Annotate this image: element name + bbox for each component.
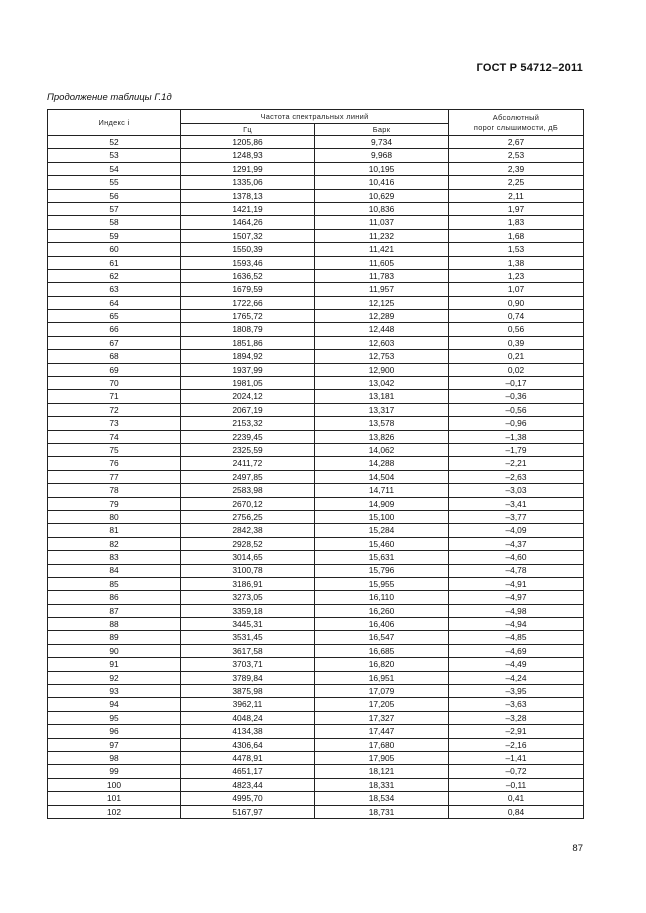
cell-index: 53 <box>48 149 181 162</box>
table-row <box>48 738 584 751</box>
table-row <box>48 631 584 644</box>
cell-index: 58 <box>48 216 181 229</box>
cell-threshold-db: –2,91 <box>449 725 584 738</box>
cell-threshold-db: –4,24 <box>449 671 584 684</box>
cell-frequency-hz: 2842,38 <box>181 524 315 537</box>
cell-threshold-db: –0,96 <box>449 417 584 430</box>
cell-frequency-hz: 4823,44 <box>181 778 315 791</box>
cell-frequency-bark: 15,460 <box>315 537 449 550</box>
cell-index: 67 <box>48 336 181 349</box>
table-row <box>48 189 584 202</box>
cell-index: 56 <box>48 189 181 202</box>
cell-threshold-db: –1,79 <box>449 443 584 456</box>
cell-frequency-bark: 11,783 <box>315 269 449 282</box>
table-row <box>48 510 584 523</box>
cell-frequency-hz: 3962,11 <box>181 698 315 711</box>
cell-frequency-bark: 11,421 <box>315 243 449 256</box>
table-row <box>48 671 584 684</box>
cell-index: 66 <box>48 323 181 336</box>
cell-index: 84 <box>48 564 181 577</box>
cell-threshold-db: –2,63 <box>449 470 584 483</box>
cell-frequency-bark: 12,603 <box>315 336 449 349</box>
cell-threshold-db: –4,98 <box>449 604 584 617</box>
cell-index: 81 <box>48 524 181 537</box>
cell-threshold-db: –3,03 <box>449 484 584 497</box>
cell-frequency-hz: 1636,52 <box>181 269 315 282</box>
table-row <box>48 323 584 336</box>
cell-frequency-bark: 10,416 <box>315 176 449 189</box>
cell-frequency-bark: 9,734 <box>315 136 449 149</box>
cell-threshold-db: –3,63 <box>449 698 584 711</box>
cell-threshold-db: 0,74 <box>449 310 584 323</box>
cell-frequency-bark: 14,711 <box>315 484 449 497</box>
table-row <box>48 497 584 510</box>
cell-frequency-bark: 14,062 <box>315 443 449 456</box>
cell-index: 80 <box>48 510 181 523</box>
cell-index: 63 <box>48 283 181 296</box>
cell-threshold-db: –3,77 <box>449 510 584 523</box>
cell-index: 54 <box>48 162 181 175</box>
cell-index: 78 <box>48 484 181 497</box>
table-row <box>48 805 584 818</box>
cell-frequency-bark: 18,121 <box>315 765 449 778</box>
cell-threshold-db: –4,60 <box>449 551 584 564</box>
table-row <box>48 283 584 296</box>
table-row <box>48 551 584 564</box>
table-row <box>48 524 584 537</box>
cell-threshold-db: 0,39 <box>449 336 584 349</box>
cell-frequency-hz: 4134,38 <box>181 725 315 738</box>
cell-frequency-bark: 16,110 <box>315 591 449 604</box>
table-row <box>48 202 584 215</box>
table-row <box>48 778 584 791</box>
cell-threshold-db: –1,38 <box>449 430 584 443</box>
cell-index: 83 <box>48 551 181 564</box>
cell-frequency-bark: 13,042 <box>315 377 449 390</box>
cell-threshold-db: 1,53 <box>449 243 584 256</box>
cell-frequency-hz: 4306,64 <box>181 738 315 751</box>
cell-index: 85 <box>48 577 181 590</box>
cell-frequency-hz: 2583,98 <box>181 484 315 497</box>
cell-index: 73 <box>48 417 181 430</box>
cell-threshold-db: –4,69 <box>449 644 584 657</box>
header-threshold-line1: Абсолютный <box>492 112 540 122</box>
data-table <box>47 109 584 819</box>
cell-threshold-db: –3,41 <box>449 497 584 510</box>
table-row <box>48 269 584 282</box>
cell-frequency-bark: 10,629 <box>315 189 449 202</box>
cell-index: 82 <box>48 537 181 550</box>
cell-frequency-bark: 16,951 <box>315 671 449 684</box>
cell-frequency-hz: 1550,39 <box>181 243 315 256</box>
cell-frequency-hz: 1248,93 <box>181 149 315 162</box>
table-row <box>48 390 584 403</box>
table-row <box>48 457 584 470</box>
cell-frequency-bark: 13,181 <box>315 390 449 403</box>
table-row <box>48 618 584 631</box>
page-number: 87 <box>572 843 583 854</box>
cell-frequency-bark: 10,836 <box>315 202 449 215</box>
cell-threshold-db: 2,25 <box>449 176 584 189</box>
cell-frequency-hz: 2411,72 <box>181 457 315 470</box>
cell-index: 57 <box>48 202 181 215</box>
cell-index: 68 <box>48 350 181 363</box>
cell-index: 90 <box>48 644 181 657</box>
table-row <box>48 564 584 577</box>
cell-index: 97 <box>48 738 181 751</box>
table-row <box>48 216 584 229</box>
table-row <box>48 176 584 189</box>
cell-index: 98 <box>48 751 181 764</box>
cell-index: 70 <box>48 377 181 390</box>
table-row <box>48 484 584 497</box>
cell-index: 76 <box>48 457 181 470</box>
cell-frequency-hz: 3531,45 <box>181 631 315 644</box>
header-index: Индекс i <box>48 110 181 136</box>
cell-threshold-db: 0,21 <box>449 350 584 363</box>
table-row <box>48 336 584 349</box>
cell-frequency-bark: 17,905 <box>315 751 449 764</box>
cell-index: 59 <box>48 229 181 242</box>
cell-frequency-hz: 1851,86 <box>181 336 315 349</box>
cell-threshold-db: 0,02 <box>449 363 584 376</box>
cell-index: 77 <box>48 470 181 483</box>
cell-index: 75 <box>48 443 181 456</box>
cell-threshold-db: –0,11 <box>449 778 584 791</box>
cell-frequency-hz: 1765,72 <box>181 310 315 323</box>
cell-frequency-hz: 2153,32 <box>181 417 315 430</box>
cell-threshold-db: 0,84 <box>449 805 584 818</box>
cell-index: 65 <box>48 310 181 323</box>
cell-index: 71 <box>48 390 181 403</box>
cell-frequency-hz: 2928,52 <box>181 537 315 550</box>
cell-frequency-hz: 3186,91 <box>181 577 315 590</box>
cell-frequency-bark: 16,406 <box>315 618 449 631</box>
cell-threshold-db: –2,16 <box>449 738 584 751</box>
cell-frequency-bark: 16,685 <box>315 644 449 657</box>
cell-threshold-db: –0,56 <box>449 403 584 416</box>
cell-frequency-bark: 16,820 <box>315 658 449 671</box>
cell-frequency-hz: 2325,59 <box>181 443 315 456</box>
cell-frequency-hz: 3789,84 <box>181 671 315 684</box>
table-row <box>48 685 584 698</box>
cell-frequency-hz: 1937,99 <box>181 363 315 376</box>
cell-frequency-hz: 3359,18 <box>181 604 315 617</box>
header-threshold <box>449 110 584 136</box>
cell-frequency-hz: 3703,71 <box>181 658 315 671</box>
cell-threshold-db: 0,41 <box>449 792 584 805</box>
cell-frequency-hz: 3445,31 <box>181 618 315 631</box>
table-row <box>48 136 584 149</box>
cell-threshold-db: –4,97 <box>449 591 584 604</box>
cell-threshold-db: –0,17 <box>449 377 584 390</box>
cell-frequency-bark: 17,447 <box>315 725 449 738</box>
cell-frequency-hz: 1291,99 <box>181 162 315 175</box>
cell-threshold-db: –4,37 <box>449 537 584 550</box>
cell-frequency-hz: 2756,25 <box>181 510 315 523</box>
cell-frequency-bark: 9,968 <box>315 149 449 162</box>
table-row <box>48 644 584 657</box>
cell-threshold-db: 2,11 <box>449 189 584 202</box>
cell-frequency-bark: 18,331 <box>315 778 449 791</box>
cell-frequency-bark: 14,504 <box>315 470 449 483</box>
cell-index: 96 <box>48 725 181 738</box>
table-row <box>48 377 584 390</box>
cell-threshold-db: –3,28 <box>449 711 584 724</box>
cell-threshold-db: 1,83 <box>449 216 584 229</box>
cell-frequency-bark: 15,100 <box>315 510 449 523</box>
cell-frequency-hz: 4478,91 <box>181 751 315 764</box>
cell-index: 55 <box>48 176 181 189</box>
cell-frequency-bark: 15,284 <box>315 524 449 537</box>
cell-index: 60 <box>48 243 181 256</box>
cell-frequency-bark: 18,731 <box>315 805 449 818</box>
cell-threshold-db: –4,91 <box>449 577 584 590</box>
cell-threshold-db: 2,53 <box>449 149 584 162</box>
cell-index: 64 <box>48 296 181 309</box>
cell-threshold-db: 2,67 <box>449 136 584 149</box>
cell-frequency-hz: 1808,79 <box>181 323 315 336</box>
cell-frequency-hz: 4651,17 <box>181 765 315 778</box>
cell-frequency-bark: 17,205 <box>315 698 449 711</box>
table-row <box>48 162 584 175</box>
cell-frequency-bark: 12,448 <box>315 323 449 336</box>
cell-frequency-bark: 11,232 <box>315 229 449 242</box>
table-header <box>48 110 584 136</box>
cell-frequency-bark: 11,957 <box>315 283 449 296</box>
cell-frequency-hz: 3273,05 <box>181 591 315 604</box>
table-row <box>48 363 584 376</box>
cell-threshold-db: 1,07 <box>449 283 584 296</box>
cell-frequency-bark: 10,195 <box>315 162 449 175</box>
table-row <box>48 577 584 590</box>
cell-frequency-hz: 2239,45 <box>181 430 315 443</box>
cell-index: 92 <box>48 671 181 684</box>
cell-frequency-hz: 2497,85 <box>181 470 315 483</box>
cell-frequency-bark: 12,753 <box>315 350 449 363</box>
cell-index: 102 <box>48 805 181 818</box>
cell-index: 74 <box>48 430 181 443</box>
cell-frequency-hz: 3617,58 <box>181 644 315 657</box>
cell-frequency-hz: 1894,92 <box>181 350 315 363</box>
cell-threshold-db: 2,39 <box>449 162 584 175</box>
table-row <box>48 765 584 778</box>
table-row <box>48 591 584 604</box>
cell-frequency-bark: 17,680 <box>315 738 449 751</box>
table-row <box>48 310 584 323</box>
table-row <box>48 470 584 483</box>
cell-threshold-db: –4,94 <box>449 618 584 631</box>
cell-index: 91 <box>48 658 181 671</box>
table-row <box>48 725 584 738</box>
cell-frequency-hz: 3100,78 <box>181 564 315 577</box>
table-row <box>48 243 584 256</box>
header-threshold-line2: порог слышимости, дБ <box>473 122 559 132</box>
table-row <box>48 229 584 242</box>
cell-frequency-bark: 12,289 <box>315 310 449 323</box>
cell-frequency-bark: 12,125 <box>315 296 449 309</box>
cell-frequency-hz: 4048,24 <box>181 711 315 724</box>
cell-frequency-bark: 11,037 <box>315 216 449 229</box>
cell-frequency-bark: 12,900 <box>315 363 449 376</box>
cell-frequency-hz: 1335,06 <box>181 176 315 189</box>
cell-frequency-hz: 2670,12 <box>181 497 315 510</box>
table-row <box>48 698 584 711</box>
cell-frequency-bark: 14,288 <box>315 457 449 470</box>
cell-threshold-db: 1,23 <box>449 269 584 282</box>
cell-frequency-hz: 1679,59 <box>181 283 315 296</box>
cell-frequency-hz: 5167,97 <box>181 805 315 818</box>
cell-index: 86 <box>48 591 181 604</box>
cell-index: 95 <box>48 711 181 724</box>
cell-threshold-db: 0,90 <box>449 296 584 309</box>
cell-threshold-db: 1,97 <box>449 202 584 215</box>
table-row <box>48 350 584 363</box>
cell-index: 99 <box>48 765 181 778</box>
cell-index: 101 <box>48 792 181 805</box>
cell-frequency-bark: 18,534 <box>315 792 449 805</box>
table-row <box>48 604 584 617</box>
cell-threshold-db: –4,09 <box>449 524 584 537</box>
cell-frequency-hz: 1378,13 <box>181 189 315 202</box>
cell-frequency-hz: 1464,26 <box>181 216 315 229</box>
cell-index: 72 <box>48 403 181 416</box>
cell-frequency-bark: 15,955 <box>315 577 449 590</box>
table-row <box>48 658 584 671</box>
cell-frequency-hz: 1981,05 <box>181 377 315 390</box>
table-row <box>48 403 584 416</box>
cell-index: 94 <box>48 698 181 711</box>
cell-frequency-bark: 13,578 <box>315 417 449 430</box>
cell-frequency-bark: 15,796 <box>315 564 449 577</box>
cell-threshold-db: 0,56 <box>449 323 584 336</box>
table-row <box>48 711 584 724</box>
cell-index: 88 <box>48 618 181 631</box>
table-row <box>48 443 584 456</box>
cell-threshold-db: –0,36 <box>449 390 584 403</box>
cell-threshold-db: 1,68 <box>449 229 584 242</box>
cell-index: 61 <box>48 256 181 269</box>
cell-threshold-db: –0,72 <box>449 765 584 778</box>
cell-index: 87 <box>48 604 181 617</box>
cell-frequency-hz: 1722,66 <box>181 296 315 309</box>
table-row <box>48 430 584 443</box>
table-row <box>48 537 584 550</box>
cell-frequency-hz: 4995,70 <box>181 792 315 805</box>
cell-frequency-bark: 13,826 <box>315 430 449 443</box>
header-bark: Барк <box>315 124 449 136</box>
cell-index: 62 <box>48 269 181 282</box>
cell-frequency-hz: 2024,12 <box>181 390 315 403</box>
cell-index: 89 <box>48 631 181 644</box>
cell-threshold-db: –4,49 <box>449 658 584 671</box>
cell-threshold-db: –1,41 <box>449 751 584 764</box>
table-row <box>48 792 584 805</box>
cell-frequency-bark: 13,317 <box>315 403 449 416</box>
cell-frequency-hz: 1421,19 <box>181 202 315 215</box>
cell-frequency-bark: 17,327 <box>315 711 449 724</box>
cell-frequency-hz: 1593,46 <box>181 256 315 269</box>
cell-threshold-db: –4,85 <box>449 631 584 644</box>
table-body <box>48 136 584 819</box>
cell-frequency-bark: 16,547 <box>315 631 449 644</box>
cell-frequency-hz: 1205,86 <box>181 136 315 149</box>
table-row <box>48 296 584 309</box>
cell-frequency-hz: 1507,32 <box>181 229 315 242</box>
header-frequency-group: Частота спектральных линий <box>181 110 449 124</box>
table-row <box>48 149 584 162</box>
cell-frequency-bark: 17,079 <box>315 685 449 698</box>
cell-threshold-db: 1,38 <box>449 256 584 269</box>
cell-frequency-bark: 11,605 <box>315 256 449 269</box>
cell-threshold-db: –4,78 <box>449 564 584 577</box>
table-row <box>48 751 584 764</box>
cell-frequency-hz: 3014,65 <box>181 551 315 564</box>
cell-index: 69 <box>48 363 181 376</box>
cell-index: 79 <box>48 497 181 510</box>
cell-index: 52 <box>48 136 181 149</box>
header-hz: Гц <box>181 124 315 136</box>
table-row <box>48 256 584 269</box>
table-caption: Продолжение таблицы Г.1д <box>47 92 172 103</box>
cell-frequency-hz: 3875,98 <box>181 685 315 698</box>
document-code: ГОСТ Р 54712–2011 <box>476 62 583 74</box>
cell-index: 100 <box>48 778 181 791</box>
cell-frequency-bark: 14,909 <box>315 497 449 510</box>
cell-index: 93 <box>48 685 181 698</box>
cell-frequency-bark: 15,631 <box>315 551 449 564</box>
cell-frequency-hz: 2067,19 <box>181 403 315 416</box>
cell-threshold-db: –3,95 <box>449 685 584 698</box>
cell-frequency-bark: 16,260 <box>315 604 449 617</box>
table-row <box>48 417 584 430</box>
cell-threshold-db: –2,21 <box>449 457 584 470</box>
